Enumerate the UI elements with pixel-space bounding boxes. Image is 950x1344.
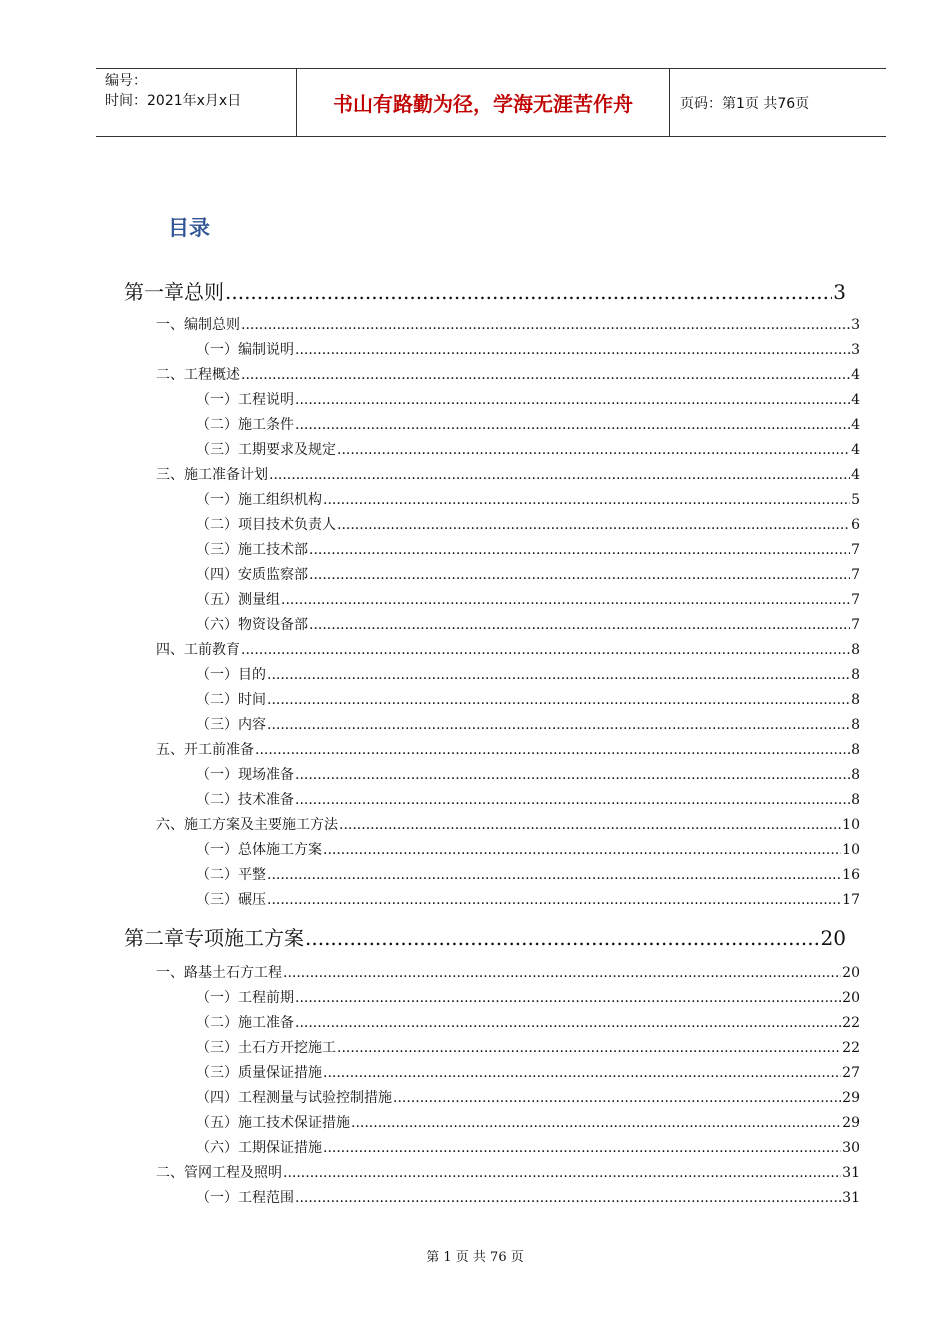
toc-entry-page: 20 [842,990,860,1006]
toc-entry-page: 27 [842,1065,860,1081]
toc-entry-page: 3 [851,342,860,358]
toc-subsection-entry[interactable] [196,389,860,409]
number-label: 编号： [105,73,147,89]
toc-entry-page: 29 [842,1090,860,1106]
toc-entry-label: 六、施工方案及主要施工方法 [156,817,338,833]
toc-entry-page: 16 [842,867,860,883]
toc-entry-page: 29 [842,1115,860,1131]
toc-entry-label: （四）安质监察部 [196,567,308,583]
toc-entry-label: （三）内容 [196,717,266,733]
toc-entry-label: （二）平整 [196,867,266,883]
toc-leader-dots [337,1040,841,1056]
toc-entry-label: （四）工程测量与试验控制措施 [196,1090,392,1106]
page-footer: 第 1 页 共 76 页 [426,1250,524,1265]
toc-chapter-entry[interactable] [124,922,846,951]
toc-leader-dots [309,617,850,633]
toc-entry-label: （三）质量保证措施 [196,1065,322,1081]
toc-leader-dots [267,892,841,908]
toc-entry-page: 4 [851,467,860,483]
toc-entry-label: 第二章专项施工方案 [124,926,304,950]
toc-section-entry[interactable] [156,739,860,759]
toc-entry-page: 8 [851,667,860,683]
toc-entry-page: 8 [851,742,860,758]
toc-entry-page: 7 [851,617,860,633]
toc-leader-dots [267,867,841,883]
toc-leader-dots [241,642,850,658]
toc-entry-page: 10 [842,842,860,858]
toc-entry-page: 5 [851,492,860,508]
toc-entry-page: 8 [851,767,860,783]
toc-entry-page: 20 [820,926,846,950]
toc-leader-dots [267,717,850,733]
toc-leader-dots [281,592,850,608]
toc-entry-label: 第一章总则 [124,280,224,304]
toc-section-entry[interactable] [156,639,860,659]
toc-leader-dots [283,1165,841,1181]
toc-entry-label: （三）施工技术部 [196,542,308,558]
toc-section-entry[interactable] [156,962,860,982]
toc-entry-label: （二）施工准备 [196,1015,294,1031]
header-page-info: 页码：第1页 共76页 [680,95,810,112]
toc-subsection-entry[interactable] [196,414,860,434]
toc-subsection-entry[interactable] [196,489,860,509]
toc-subsection-entry[interactable] [196,589,860,609]
toc-entry-page: 4 [851,442,860,458]
toc-subsection-entry[interactable] [196,789,860,809]
toc-entry-label: （六）工期保证措施 [196,1140,322,1156]
toc-leader-dots [267,667,850,683]
toc-leader-dots [295,417,850,433]
toc-subsection-entry[interactable] [196,339,860,359]
toc-leader-dots [339,817,841,833]
toc-entry-label: （六）物资设备部 [196,617,308,633]
toc-subsection-entry[interactable] [196,614,860,634]
toc-entry-label: （一）工程范围 [196,1190,294,1206]
toc-subsection-entry[interactable] [196,764,860,784]
toc-leader-dots [241,317,850,333]
toc-leader-dots [393,1090,841,1106]
toc-entry-page: 4 [851,417,860,433]
toc-subsection-entry[interactable] [196,839,860,859]
toc-entry-label: （二）技术准备 [196,792,294,808]
toc-entry-page: 4 [851,367,860,383]
toc-leader-dots [295,990,841,1006]
toc-entry-page: 7 [851,567,860,583]
toc-entry-page: 8 [851,717,860,733]
toc-subsection-entry[interactable] [196,987,860,1007]
toc-subsection-entry[interactable] [196,689,860,709]
toc-entry-label: （三）碾压 [196,892,266,908]
toc-entry-page: 8 [851,642,860,658]
toc-leader-dots [295,1015,841,1031]
toc-entry-page: 10 [842,817,860,833]
toc-section-entry[interactable] [156,364,860,384]
page-header [96,68,886,137]
toc-entry-label: 一、路基土石方工程 [156,965,282,981]
toc-entry-label: 二、管网工程及照明 [156,1165,282,1181]
toc-entry-page: 3 [851,317,860,333]
toc-leader-dots [267,692,850,708]
toc-subsection-entry[interactable] [196,664,860,684]
toc-entry-page: 3 [833,280,846,304]
toc-leader-dots [323,492,850,508]
toc-leader-dots [309,542,850,558]
toc-entry-label: （三）工期要求及规定 [196,442,336,458]
toc-leader-dots [337,442,850,458]
toc-leader-dots [255,742,850,758]
toc-chapter-entry[interactable] [124,276,846,305]
toc-subsection-entry[interactable] [196,1087,860,1107]
toc-leader-dots [295,342,850,358]
toc-entry-label: 四、工前教育 [156,642,240,658]
toc-subsection-entry[interactable] [196,1187,860,1207]
toc-entry-label: （一）现场准备 [196,767,294,783]
toc-entry-page: 4 [851,392,860,408]
toc-subsection-entry[interactable] [196,864,860,884]
toc-leader-dots [323,1065,841,1081]
toc-leader-dots [323,842,841,858]
header-motto: 书山有路勤为径，学海无涯苦作舟 [333,92,633,116]
toc-entry-label: （二）施工条件 [196,417,294,433]
toc-section-entry[interactable] [156,314,860,334]
toc-entry-page: 8 [851,692,860,708]
toc-leader-dots [351,1115,841,1131]
toc-leader-dots [295,767,850,783]
toc-leader-dots [295,792,850,808]
toc-entry-label: （二）项目技术负责人 [196,517,336,533]
toc-leader-dots [305,926,820,950]
toc-entry-page: 31 [842,1190,860,1206]
header-meta [105,71,241,111]
toc-entry-label: （一）工程说明 [196,392,294,408]
toc-subsection-entry[interactable] [196,1037,860,1057]
toc-entry-label: （三）土石方开挖施工 [196,1040,336,1056]
toc-entry-page: 17 [842,892,860,908]
toc-entry-label: 二、工程概述 [156,367,240,383]
toc-subsection-entry[interactable] [196,539,860,559]
toc-leader-dots [269,467,850,483]
toc-subsection-entry[interactable] [196,889,860,909]
toc-leader-dots [337,517,850,533]
toc-subsection-entry[interactable] [196,439,860,459]
toc-entry-label: （五）施工技术保证措施 [196,1115,350,1131]
toc-entry-label: 三、施工准备计划 [156,467,268,483]
toc-entry-label: （一）总体施工方案 [196,842,322,858]
toc-entry-page: 22 [842,1040,860,1056]
toc-section-entry[interactable] [156,1162,860,1182]
toc-subsection-entry[interactable] [196,1012,860,1032]
toc-entry-page: 7 [851,542,860,558]
toc-entry-label: （一）施工组织机构 [196,492,322,508]
toc-entry-label: 五、开工前准备 [156,742,254,758]
toc-entry-page: 31 [842,1165,860,1181]
toc-entry-page: 6 [851,517,860,533]
toc-entry-label: 一、编制总则 [156,317,240,333]
toc-section-entry[interactable] [156,464,860,484]
toc-entry-label: （五）测量组 [196,592,280,608]
toc-subsection-entry[interactable] [196,1137,860,1157]
toc-subsection-entry[interactable] [196,1062,860,1082]
toc-leader-dots [241,367,850,383]
toc-entry-page: 8 [851,792,860,808]
toc-subsection-entry[interactable] [196,564,860,584]
toc-subsection-entry[interactable] [196,714,860,734]
toc-leader-dots [295,1190,841,1206]
toc-subsection-entry[interactable] [196,514,860,534]
toc-subsection-entry[interactable] [196,1112,860,1132]
header-divider [669,69,670,136]
toc-leader-dots [309,567,850,583]
toc-entry-label: （二）时间 [196,692,266,708]
toc-title: 目录 [168,216,210,240]
toc-leader-dots [225,280,832,304]
toc-entry-label: （一）工程前期 [196,990,294,1006]
toc-entry-page: 30 [842,1140,860,1156]
toc-entry-page: 22 [842,1015,860,1031]
toc-entry-label: （一）目的 [196,667,266,683]
toc-leader-dots [295,392,850,408]
toc-entry-label: （一）编制说明 [196,342,294,358]
toc-leader-dots [283,965,841,981]
toc-entry-page: 7 [851,592,860,608]
toc-section-entry[interactable] [156,814,860,834]
toc-entry-page: 20 [842,965,860,981]
time-label: 时间：2021年x月x日 [105,93,242,109]
toc-leader-dots [323,1140,841,1156]
